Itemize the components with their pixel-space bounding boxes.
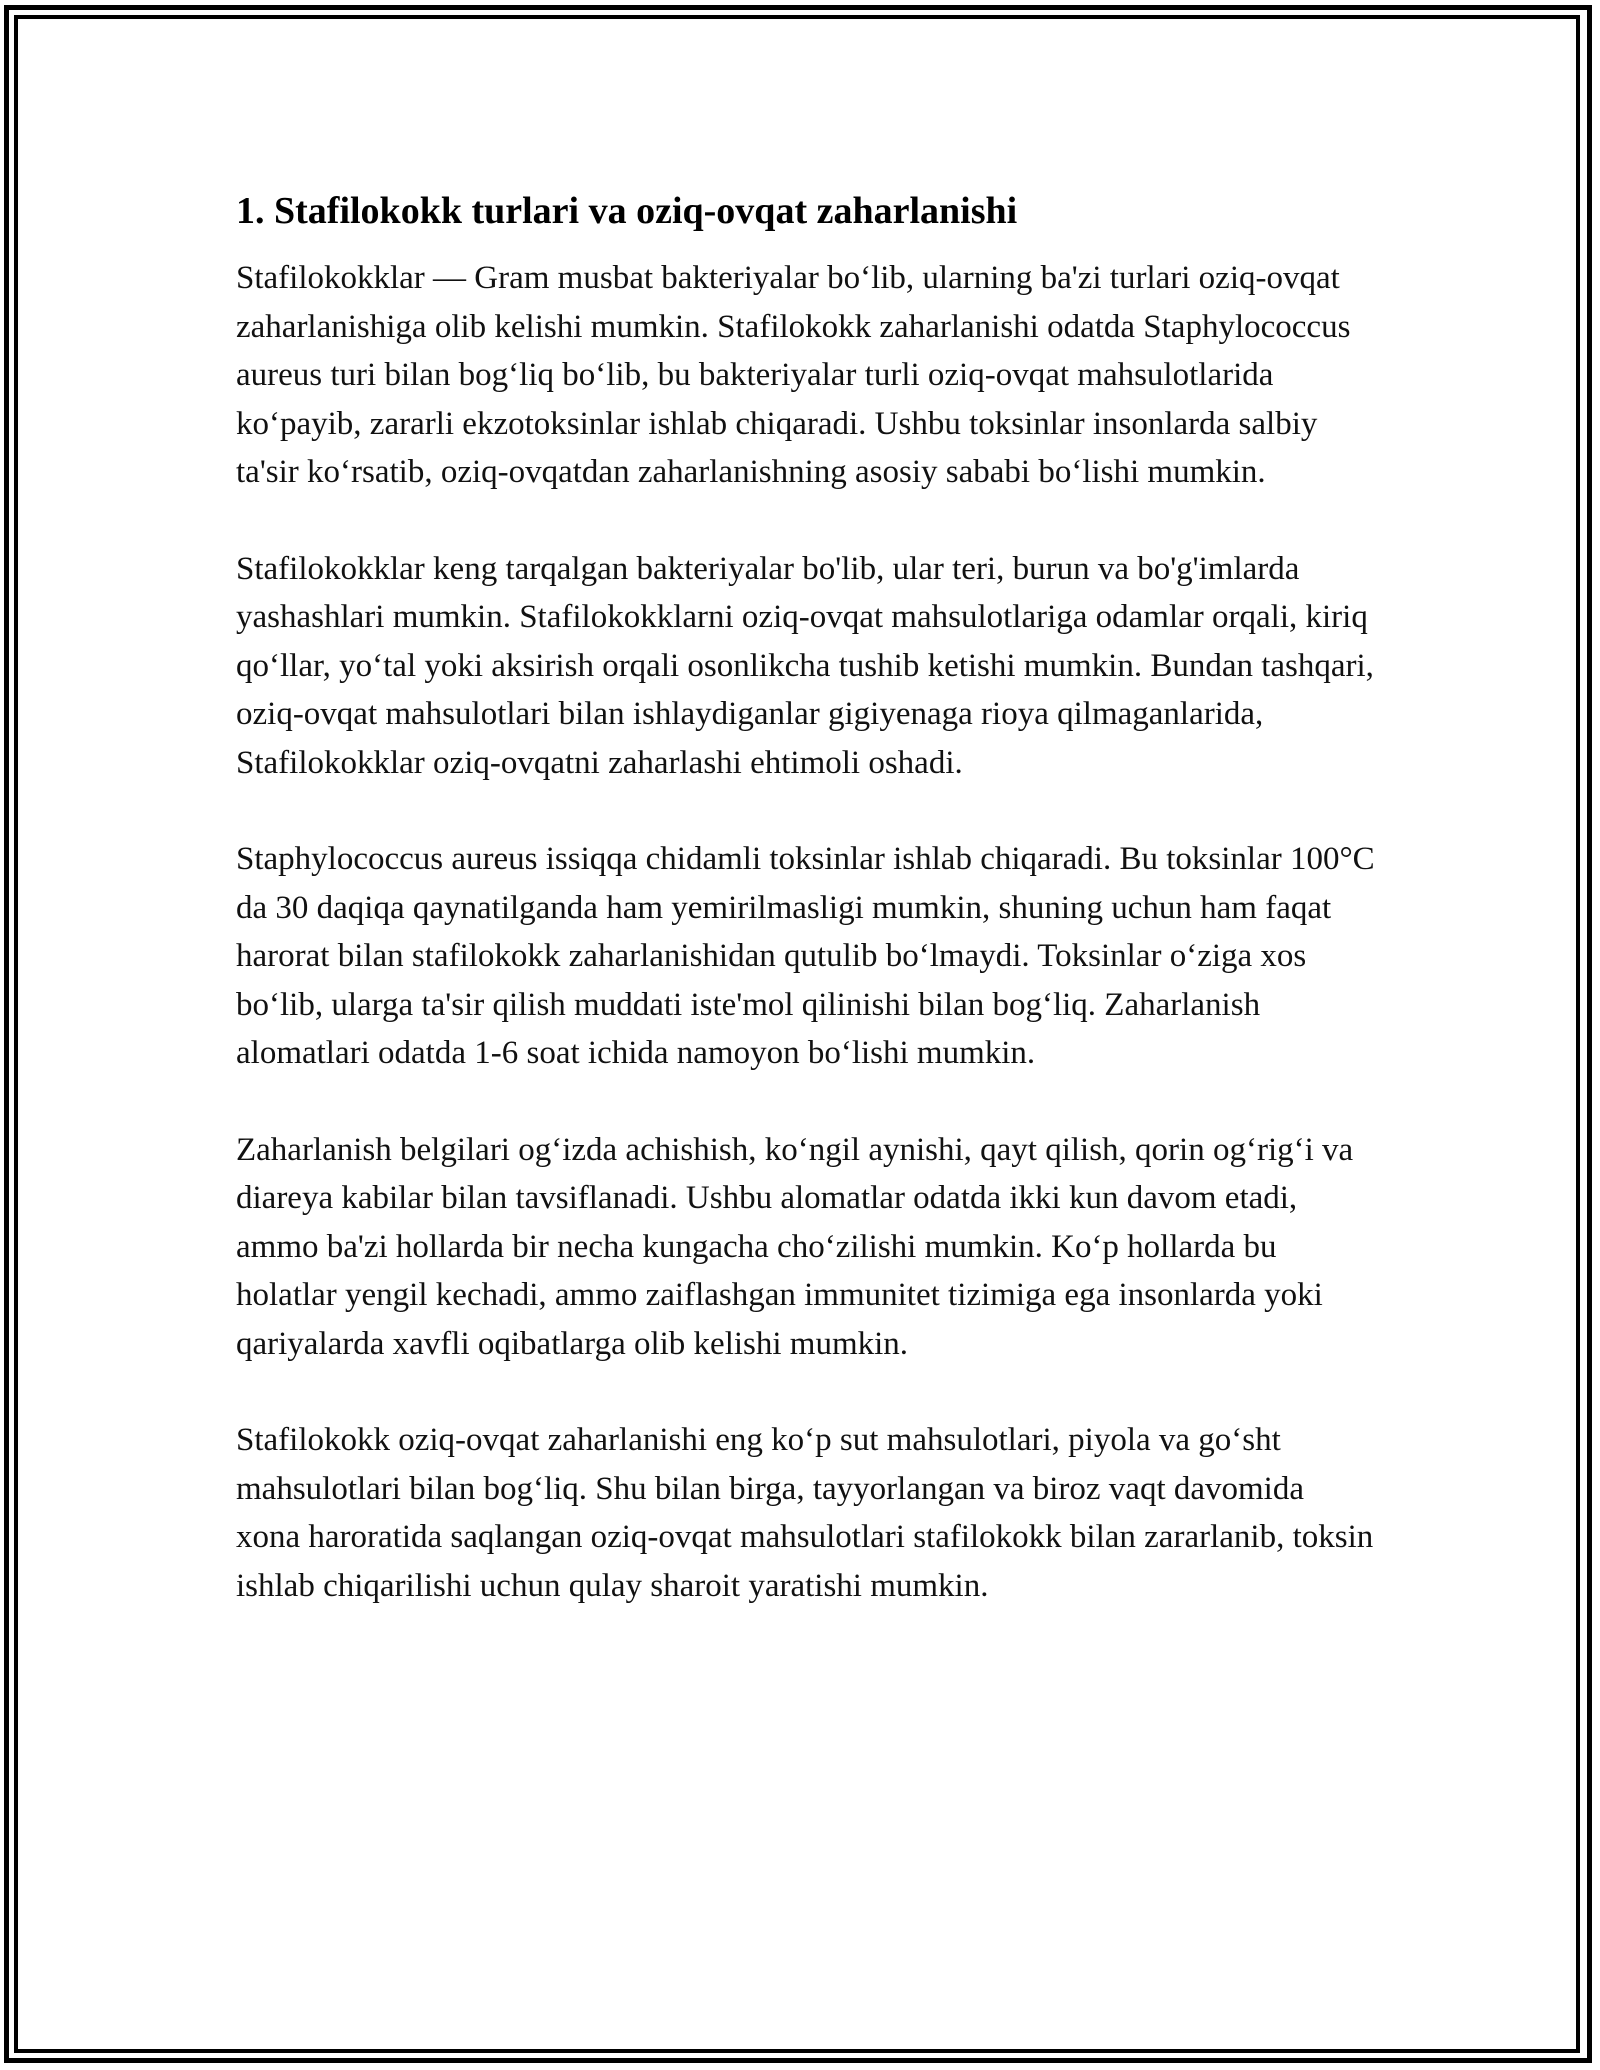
paragraph-3: Staphylococcus aureus issiqqa chidamli toksinlar ishlab chiqaradi. Bu toksinlar 100°C da 30 daqiqa qaynatilganda ham yemirilmasligi mumkin, shuning uchun ham faqat harorat bilan stafilokokk zaharlanishidan qutulib bo‘lmaydi. Toksinlar o‘ziga xos bo‘lib, ularga ta'sir qilish muddati iste'mol qilinishi bilan bog‘liq. Zaharlanish alomatlari odatda 1-6 soat ichida namoyon bo‘lishi mumkin. [236,841,1375,1071]
paragraph-1: Stafilokokklar — Gram musbat bakteriyalar bo‘lib, ularning ba'zi turlari oziq-ovqat zaharlanishiga olib kelishi mumkin. Stafilokokk zaharlanishi odatda Staphylococcus aureus turi bilan bog‘liq bo‘lib, bu bakteriyalar turli oziq-ovqat mahsulotlarida ko‘payib, zararli ekzotoksinlar ishlab chiqaradi. Ushbu toksinlar insonlarda salbiy ta'sir ko‘rsatib, oziq-ovqatdan zaharlanishning asosiy sababi bo‘lishi mumkin. [236,260,1351,490]
paragraph-2: Stafilokokklar keng tarqalgan bakteriyalar bo'lib, ular teri, burun va bo'g'imlarda yashashlari mumkin. Stafilokokklarni oziq-ovqat mahsulotlariga odamlar orqali, kiriq qo‘llar, yo‘tal yoki aksirish orqali osonlikcha tushib ketishi mumkin. Bundan tashqari, oziq-ovqat mahsulotlari bilan ishlaydiganlar gigiyenaga rioya qilmaganlarida, Stafilokokklar oziq-ovqatni zaharlashi ehtimoli oshadi. [236,550,1374,781]
paragraph-4: Zaharlanish belgilari og‘izda achishish, ko‘ngil aynishi, qayt qilish, qorin og‘rig‘i va diareya kabilar bilan tavsiflanadi. Ushbu alomatlar odatda ikki kun davom etadi, ammo ba'zi hollarda bir necha kungacha cho‘zilishi mumkin. Ko‘p hollarda bu holatlar yengil kechadi, ammo zaiflashgan immunitet tizimiga ega insonlarda yoki qariyalarda xavfli oqibatlarga olib kelishi mumkin. [236,1131,1354,1362]
document-body [236,186,1376,1658]
section-title: 1. Stafilokokk turlari va oziq-ovqat zaharlanishi [236,190,1018,232]
paragraph-5: Stafilokokk oziq-ovqat zaharlanishi eng ko‘p sut mahsulotlari, piyola va go‘sht mahsulotlari bilan bog‘liq. Shu bilan birga, tayyorlangan va biroz vaqt davomida xona haroratida saqlangan oziq-ovqat mahsulotlari stafilokokk bilan zararlanib, toksin ishlab chiqarilishi uchun qulay sharoit yaratishi mumkin. [236,1422,1374,1604]
